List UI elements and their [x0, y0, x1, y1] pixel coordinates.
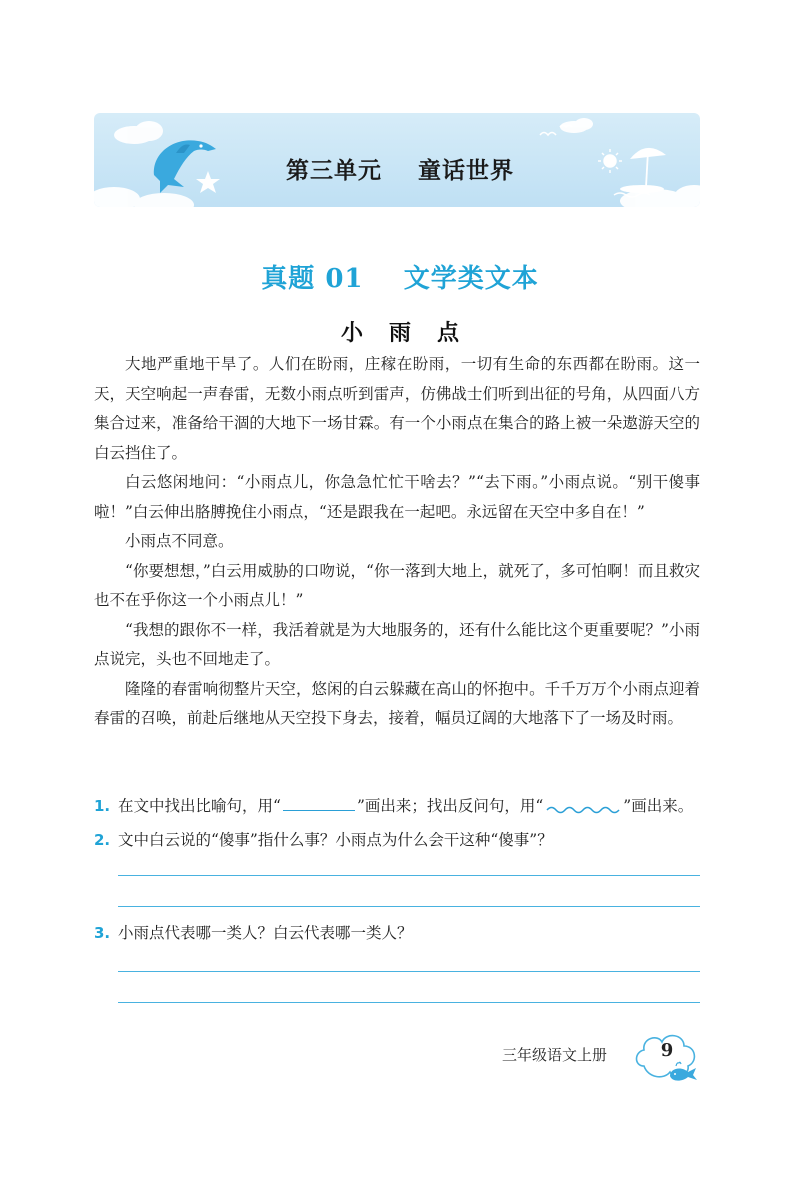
question-text: 在文中找出比喻句，用“ — [118, 797, 281, 815]
question-3 — [94, 919, 700, 949]
question-1 — [94, 792, 700, 822]
question-2 — [94, 826, 700, 856]
answer-line[interactable] — [118, 906, 700, 907]
story-body — [94, 350, 700, 734]
question-text: 文中白云说的“傻事”指什么事？小雨点为什么会干这种“傻事”？ — [118, 830, 553, 849]
question-number: 3. — [94, 924, 111, 942]
story-paragraph: 小雨点不同意。 — [125, 532, 234, 550]
question-text: 小雨点代表哪一类人？白云代表哪一类人？ — [118, 924, 413, 942]
answer-line[interactable] — [118, 971, 700, 972]
question-text: ”画出来；找出反问句，用“ — [356, 797, 544, 815]
story-paragraph: “我想的跟你不一样，我活着就是为大地服务的，还有什么能比这个更重要呢？”小雨点说完，头也不回地走了。 — [94, 620, 700, 668]
story-paragraph: 白云悠闲地问：“小雨点儿，你急急忙忙干啥去？”“去下雨。”小雨点说。“别干傻事啦！”白云伸出胳膊挽住小雨点，“还是跟我在一起吧。永远留在天空中多自在！” — [94, 473, 700, 521]
story-title: 小雨点 — [340, 321, 485, 346]
page-number: 9 — [660, 1040, 674, 1061]
question-number: 1. — [94, 797, 111, 815]
straight-underline-blank — [283, 794, 355, 811]
book-title: 三年级语文上册 — [502, 1046, 608, 1064]
questions — [94, 792, 700, 1003]
unit-title: 第三单元 童话世界 — [285, 158, 515, 184]
section-title: 真题 01 文学类文本 — [261, 264, 539, 294]
question-number: 2. — [94, 830, 111, 849]
story-paragraph: “你要想想，”白云用威胁的口吻说，“你一落到大地上，就死了，多可怕啊！而且救灾也不在乎你这一个小雨点儿！” — [94, 561, 700, 609]
story-paragraph: 隆隆的春雷响彻整片天空，悠闲的白云躲藏在高山的怀抱中。千千万万个小雨点迎着春雷的召唤，前赴后继地从天空投下身去，接着，幅员辽阔的大地落下了一场及时雨。 — [94, 679, 700, 727]
answer-line[interactable] — [118, 1002, 700, 1003]
answer-line[interactable] — [118, 875, 700, 876]
question-text: ”画出来。 — [623, 797, 694, 815]
wavy-underline-blank — [545, 797, 621, 815]
story-paragraph: 大地严重地干旱了。人们在盼雨，庄稼在盼雨，一切有生命的东西都在盼雨。这一天，天空响起一声春雷，无数小雨点听到雷声，仿佛战士们听到出征的号角，从四面八方集合过来，准备给干涸的大地下一场甘霖。有一个小雨点在集合的路上被一朵遨游天空的白云挡住了。 — [94, 355, 700, 462]
